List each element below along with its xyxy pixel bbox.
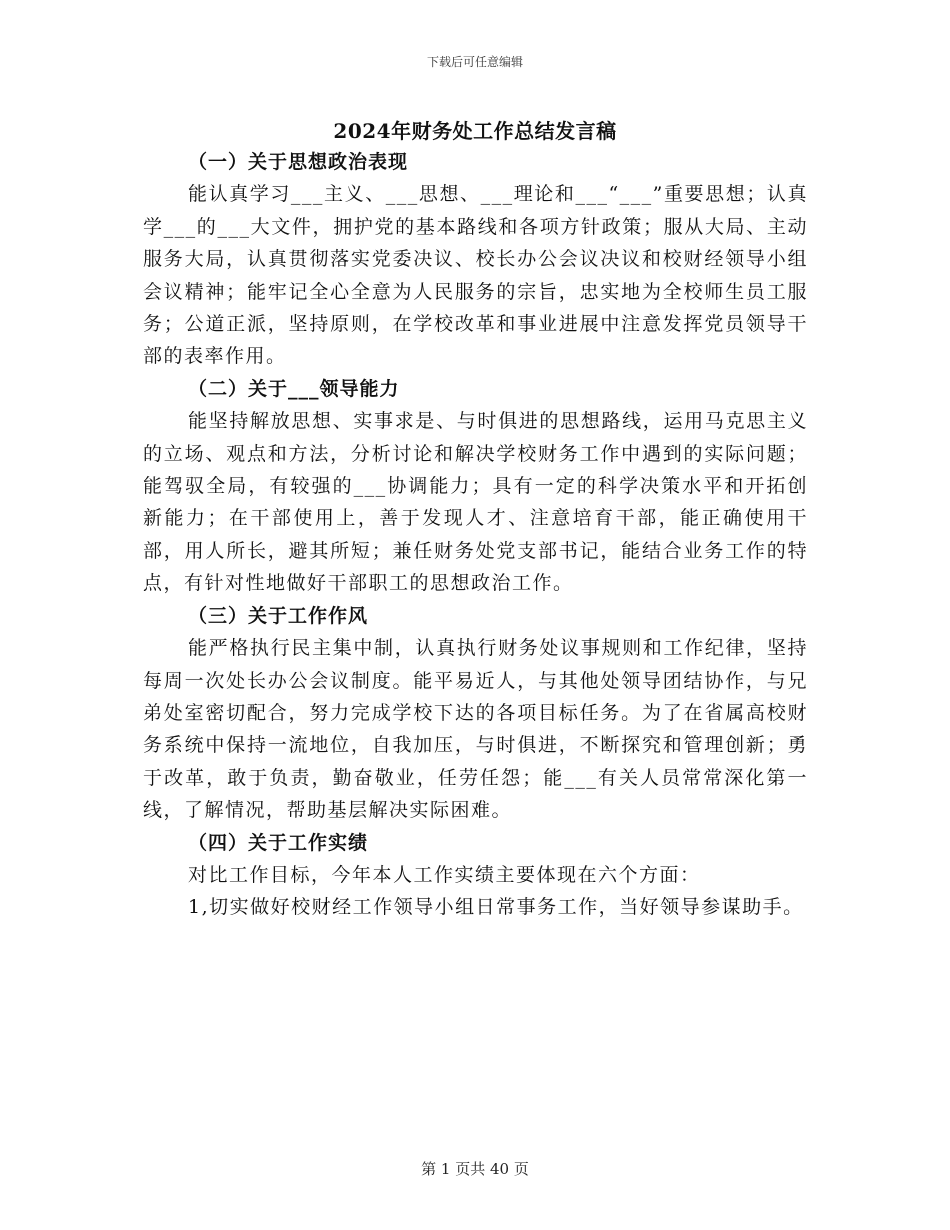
document-title: 2024年财务处工作总结发言稿 <box>333 119 617 143</box>
section-paragraph-work-style: 能严格执行民主集中制，认真执行财务处议事规则和工作纪律，坚持每周一次处长办公会议制度。能平易近人，与其他处领导团结协作，与兄弟处室密切配合，努力完成学校下达的各项目标任务。为了在省属高校财务系统中保持一流地位，自我加压，与时俱进，不断探究和管理创新；勇于改革，敢于负责，勤奋敬业，任劳任怨；能___有关人员常常深化第一线，了解情况，帮助基层解决实际困难。 <box>143 637 808 822</box>
section-paragraph-achievements-item-1: 1,切实做好校财经工作领导小组日常事务工作，当好领导参谋助手。 <box>188 896 804 919</box>
page-header-note: 下载后可任意编辑 <box>426 55 523 69</box>
section-paragraph-achievements-intro: 对比工作目标，今年本人工作实绩主要体现在六个方面： <box>188 863 701 886</box>
section-heading-political: （一）关于思想政治表现 <box>188 151 409 173</box>
section-heading-achievements: （四）关于工作实绩 <box>188 831 369 854</box>
section-paragraph-political: 能认真学习___主义、___思想、___理论和___“___”重要思想；认真学___的___大文件，拥护党的基本路线和各项方针政策；服从大局、主动服务大局，认真贯彻落实党委决议、校长办公会议决议和校财经领导小组会议精神；能牢记全心全意为人民服务的宗旨，忠实地为全校师生员工服务；公道正派，坚持原则，在学校改革和事业进展中注意发挥党员领导干部的表率作用。 <box>143 183 808 368</box>
page-number: 第 1 页共 40 页 <box>421 1160 529 1178</box>
document-body <box>143 146 808 924</box>
section-paragraph-leadership: 能坚持解放思想、实事求是、与时俱进的思想路线，运用马克思主义的立场、观点和方法，分析讨论和解决学校财务工作中遇到的实际问题；能驾驭全局，有较强的___协调能力；具有一定的科学决策水平和开拓创新能力；在干部使用上，善于发现人才、注意培育干部，能正确使用干部，用人所长，避其所短；兼任财务处党支部书记，能结合业务工作的特点，有针对性地做好干部职工的思想政治工作。 <box>143 410 808 595</box>
section-heading-work-style: （三）关于工作作风 <box>188 604 369 627</box>
section-heading-leadership: （二）关于___领导能力 <box>188 377 400 400</box>
